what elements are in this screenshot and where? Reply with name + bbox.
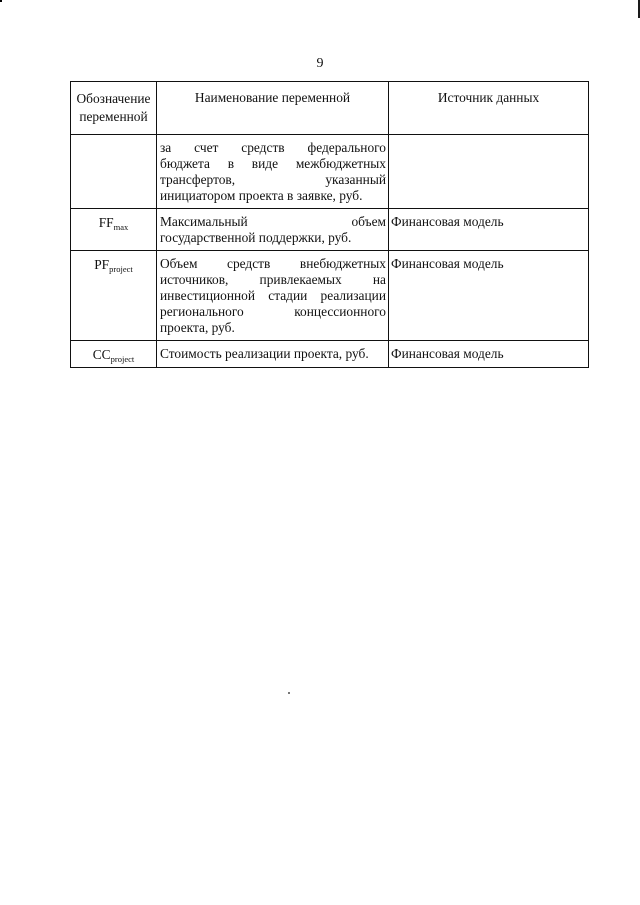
variable-name-line: инициатором проекта в заявке, руб. [160,188,363,203]
page-number: 9 [316,56,324,71]
scan-speck [288,692,290,694]
variable-name-line: трансфертов, указанный [160,172,386,187]
variable-symbol-main: PF [94,257,110,272]
variable-symbol-main: CC [92,347,111,362]
variable-name [157,251,389,341]
variable-name-line: государственной поддержки, руб. [160,230,352,245]
variable-name-line: регионального концессионного [160,304,386,319]
data-source: Финансовая модель [389,209,589,251]
variable-name-line: Максимальный объем [160,214,386,229]
variable-symbol [71,135,157,209]
table-row [71,135,589,209]
variable-symbol-subscript: project [110,354,135,364]
data-source: Финансовая модель [389,251,589,341]
variable-name-line: Объем средств внебюджетных [160,256,386,271]
data-source [389,135,589,209]
variable-name-line: за счет средств федерального [160,140,386,155]
scan-border-top [0,0,640,2]
table-row [71,209,589,251]
variable-name-line: источников, привлекаемых на [160,272,386,287]
variable-symbol-main: FF [98,215,114,230]
header-symbol-line-2: переменной [79,109,148,124]
header-source: Источник данных [389,82,589,135]
header-symbol-line-1: Обозначение [76,91,151,106]
variable-symbol-subscript: project [109,264,133,274]
variable-name [157,341,389,368]
header-symbol [71,82,157,135]
table-body [71,135,589,368]
variable-symbol [71,209,157,251]
variable-symbol-subscript: max [113,222,129,232]
variable-name-line: Стоимость реализации проекта, руб. [160,346,369,361]
header-name: Наименование переменной [157,82,389,135]
table-header-row [71,82,589,135]
table-row [71,251,589,341]
table-row [71,341,589,368]
variable-symbol [71,251,157,341]
variable-name-line: инвестиционной стадии реализации [160,288,386,303]
variable-symbol [71,341,157,368]
data-source: Финансовая модель [389,341,589,368]
variable-name-line: бюджета в виде межбюджетных [160,156,386,171]
variable-name-line: проекта, руб. [160,320,235,335]
variable-name [157,135,389,209]
variable-name [157,209,389,251]
variables-table [70,81,589,368]
